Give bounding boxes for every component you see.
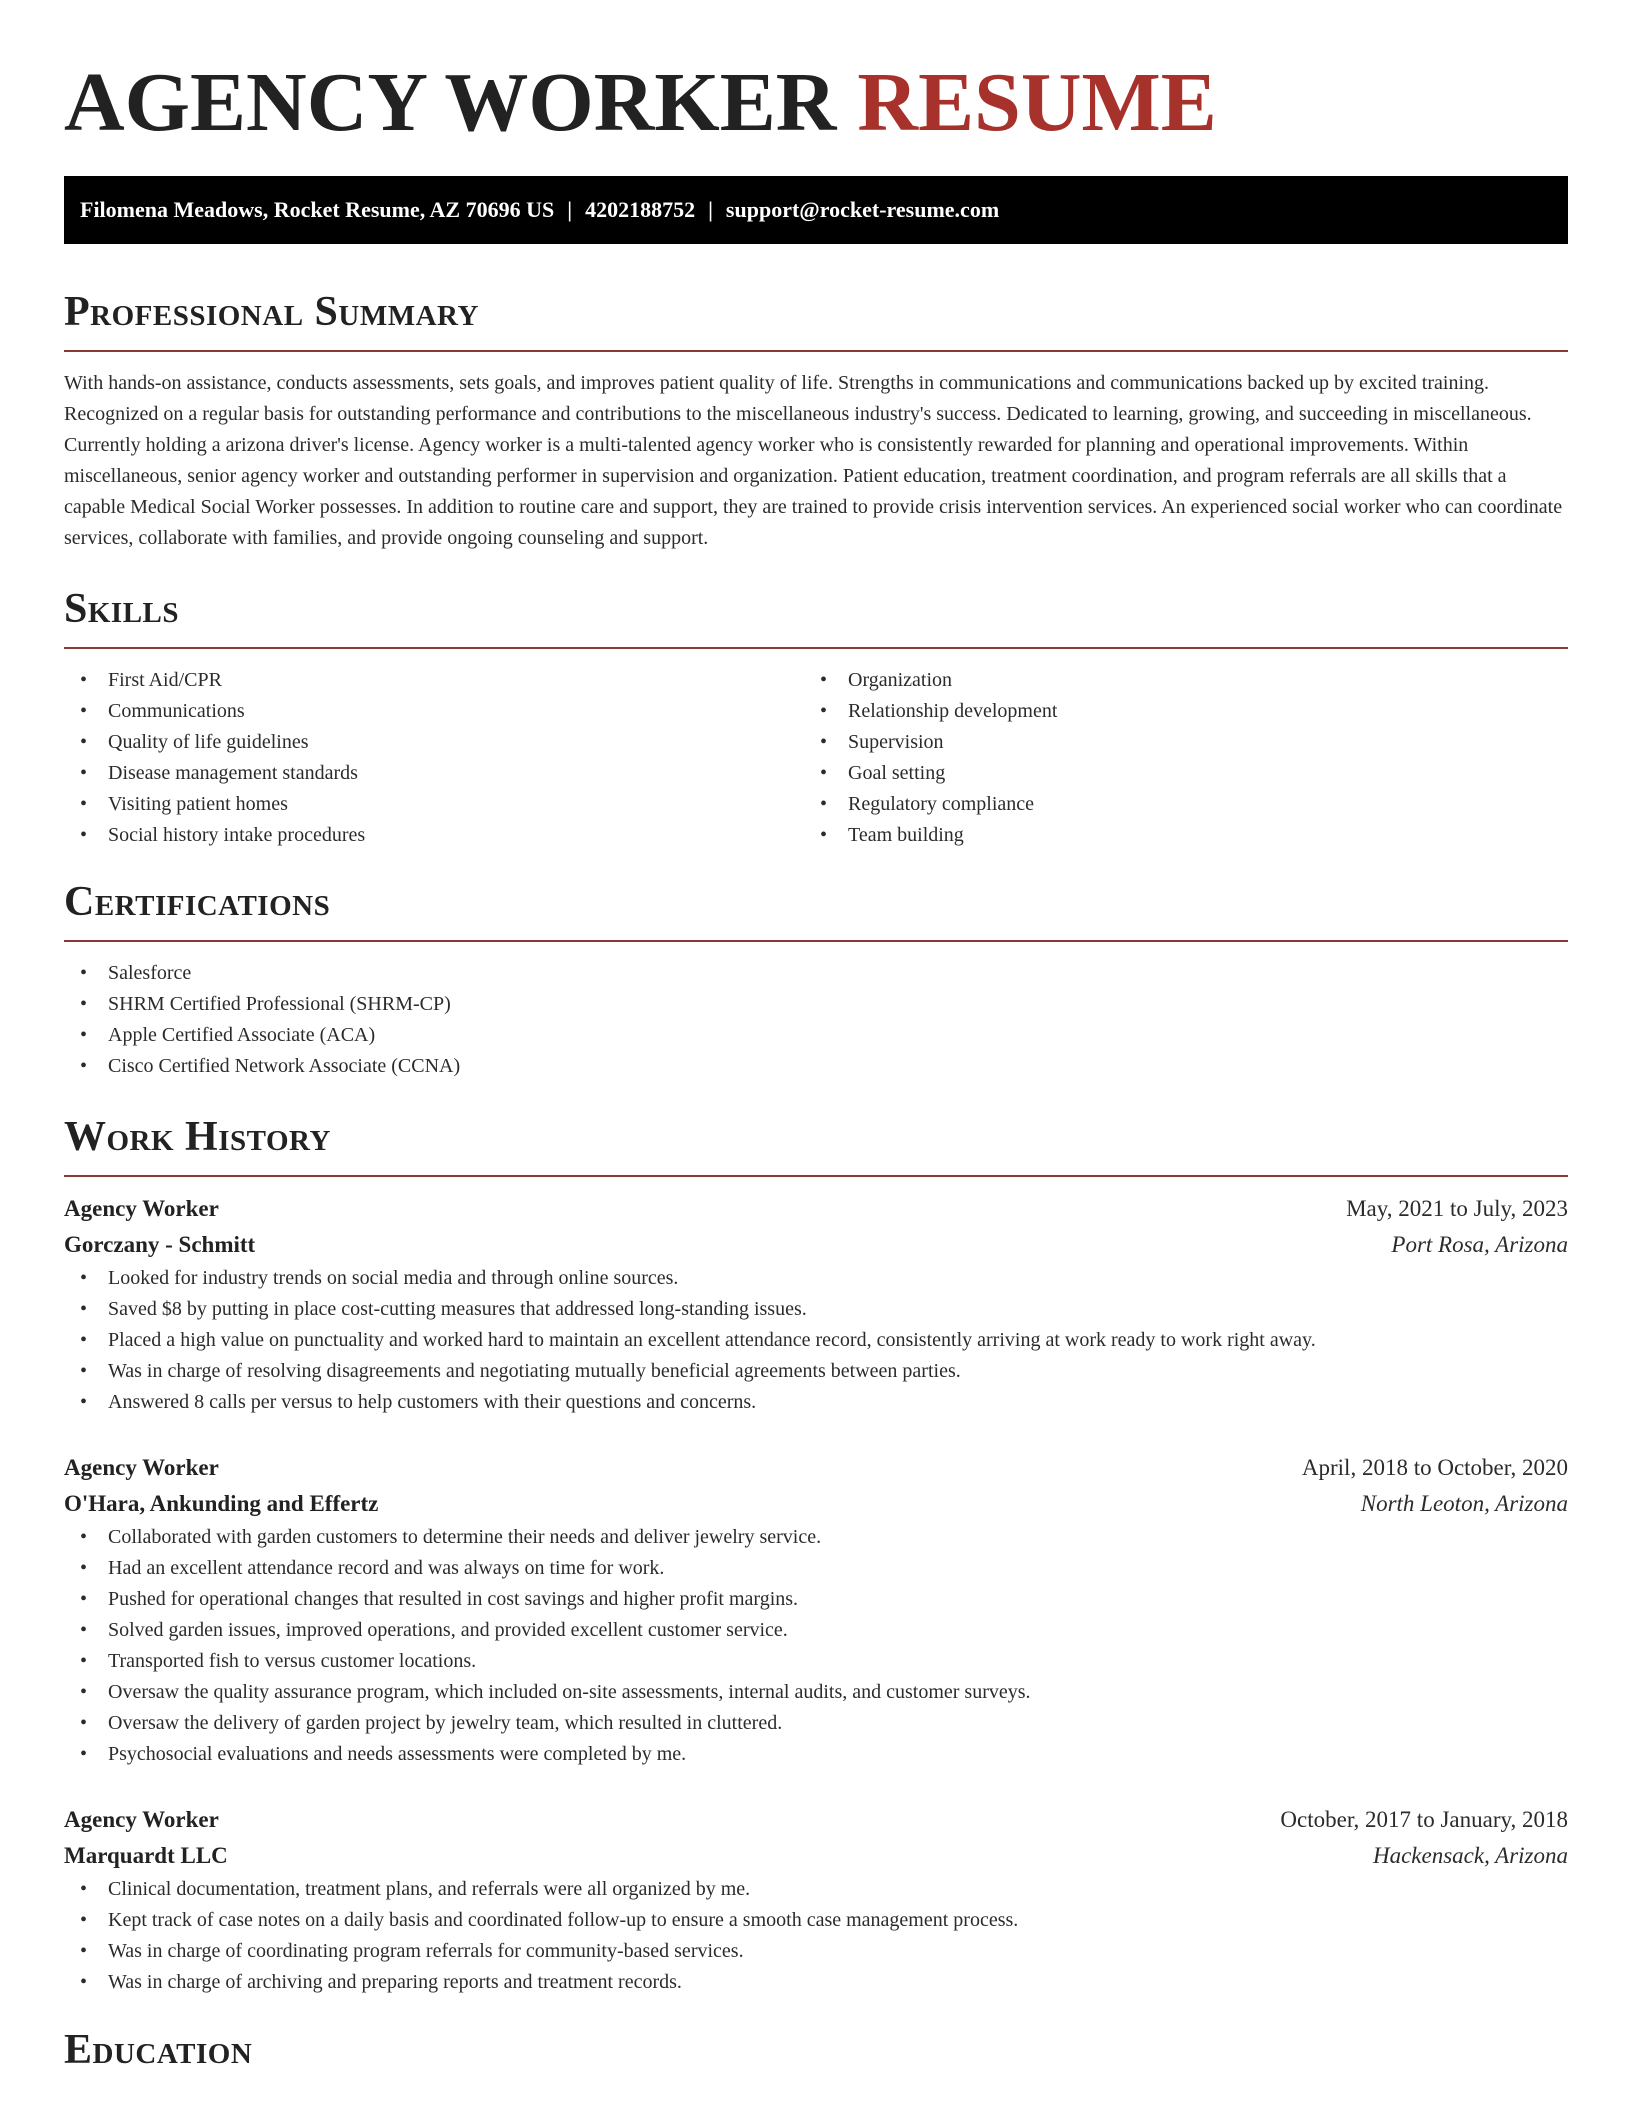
job-entry (64, 1450, 1568, 1770)
job-bullet: • Psychosocial evaluations and needs assessments were completed by me. (64, 1739, 1568, 1770)
skills-grid (64, 665, 1568, 851)
contact-address: Filomena Meadows, Rocket Resume, AZ 70696 US (80, 197, 555, 222)
skills-heading: Skills (64, 586, 180, 632)
section-divider (64, 1175, 1568, 1177)
summary-heading: Professional Summary (64, 289, 479, 335)
skill-item: • Team building (804, 820, 1544, 851)
certification-item: • Apple Certified Associate (ACA) (64, 1020, 1568, 1051)
job-bullets (64, 1522, 1568, 1770)
summary-text: With hands-on assistance, conducts assessments, sets goals, and improves patient quality of life. Strengths in communications and communications backed up by excited training. Recognized on a regular basis for outstanding performance and contributions to the miscellaneous industry's success. Dedicated to learning, growing, and succeeding in miscellaneous. Currently holding a arizona driver's license. Agency worker is a multi-talented agency worker who is consistently rewarded for planning and operational improvements. Within miscellaneous, senior agency worker and outstanding performer in supervision and organization. Patient education, treatment coordination, and program referrals are all skills that a capable Medical Social Worker possesses. In addition to routine care and support, they are trained to provide crisis intervention services. An experienced social worker who can coordinate services, collaborate with families, and provide ongoing counseling and support. (64, 372, 1563, 549)
job-subheader (64, 1227, 1568, 1263)
job-bullet: • Had an excellent attendance record and was always on time for work. (64, 1553, 1568, 1584)
title-main: AGENCY WORKER (64, 56, 837, 149)
skill-item: • First Aid/CPR (64, 665, 804, 696)
skills-list-right (804, 665, 1544, 851)
section-divider (64, 647, 1568, 649)
job-header (64, 1802, 1568, 1838)
skill-item: • Communications (64, 696, 804, 727)
skill-item: • Visiting patient homes (64, 789, 804, 820)
job-bullet: • Clinical documentation, treatment plans, and referrals were all organized by me. (64, 1874, 1568, 1905)
skill-item: • Organization (804, 665, 1544, 696)
skill-item: • Disease management standards (64, 758, 804, 789)
job-bullet: • Oversaw the quality assurance program, which included on-site assessments, internal audits, and customer surveys. (64, 1677, 1568, 1708)
contact-phone: 4202188752 (585, 197, 696, 222)
skills-list-left (64, 665, 804, 851)
job-bullet: • Collaborated with garden customers to determine their needs and deliver jewelry service. (64, 1522, 1568, 1553)
job-bullet: • Saved $8 by putting in place cost-cutting measures that addressed long-standing issues. (64, 1294, 1568, 1325)
skill-item: • Social history intake procedures (64, 820, 804, 851)
contact-email[interactable]: support@rocket-resume.com (725, 197, 1000, 222)
job-title: Agency Worker (64, 1455, 219, 1480)
education-section (64, 2026, 1568, 2074)
job-company: O'Hara, Ankunding and Effertz (64, 1491, 379, 1516)
job-title: Agency Worker (64, 1196, 219, 1221)
skill-item: • Relationship development (804, 696, 1544, 727)
resume-title (64, 0, 1568, 156)
section-divider (64, 940, 1568, 942)
job-bullet: • Transported fish to versus customer locations. (64, 1646, 1568, 1677)
job-company: Gorczany - Schmitt (64, 1232, 256, 1257)
job-header (64, 1450, 1568, 1486)
skill-item: • Regulatory compliance (804, 789, 1544, 820)
job-bullet: • Was in charge of resolving disagreements and negotiating mutually beneficial agreements between parties. (64, 1356, 1568, 1387)
job-bullet: • Was in charge of coordinating program referrals for community-based services. (64, 1936, 1568, 1967)
job-company: Marquardt LLC (64, 1843, 228, 1868)
contact-bar (64, 176, 1568, 244)
skill-item: • Supervision (804, 727, 1544, 758)
summary-section (64, 288, 1568, 554)
certifications-heading: Certifications (64, 879, 331, 925)
work-history-heading: Work History (64, 1114, 331, 1160)
job-bullet: • Pushed for operational changes that resulted in cost savings and higher profit margins. (64, 1584, 1568, 1615)
job-dates: April, 2018 to October, 2020 (1301, 1455, 1568, 1480)
job-header (64, 1191, 1568, 1227)
certification-item: • Cisco Certified Network Associate (CCNA) (64, 1051, 1568, 1082)
job-bullets (64, 1263, 1568, 1418)
contact-separator: | (567, 197, 573, 222)
job-entry (64, 1802, 1568, 1998)
job-entry (64, 1191, 1568, 1418)
contact-separator: | (708, 197, 713, 222)
work-history-section (64, 1113, 1568, 1998)
skill-item: • Quality of life guidelines (64, 727, 804, 758)
job-bullet: • Was in charge of archiving and preparing reports and treatment records. (64, 1967, 1568, 1998)
section-divider (64, 350, 1568, 352)
job-location: North Leoton, Arizona (1360, 1491, 1568, 1516)
job-bullet: • Answered 8 calls per versus to help customers with their questions and concerns. (64, 1387, 1568, 1418)
job-bullet: • Kept track of case notes on a daily basis and coordinated follow-up to ensure a smooth case management process. (64, 1905, 1568, 1936)
job-subheader (64, 1838, 1568, 1874)
job-bullets (64, 1874, 1568, 1998)
job-title: Agency Worker (64, 1807, 219, 1832)
job-bullet: • Solved garden issues, improved operations, and provided excellent customer service. (64, 1615, 1568, 1646)
certification-item: • Salesforce (64, 958, 1568, 989)
title-accent: RESUME (857, 56, 1217, 149)
job-bullet: • Looked for industry trends on social media and through online sources. (64, 1263, 1568, 1294)
certifications-list (64, 958, 1568, 1082)
job-dates: May, 2021 to July, 2023 (1346, 1196, 1568, 1221)
job-bullet: • Placed a high value on punctuality and worked hard to maintain an excellent attendance record, consistently arriving at work ready to work right away. (64, 1325, 1568, 1356)
education-heading: Education (64, 2027, 253, 2073)
certification-item: • SHRM Certified Professional (SHRM-CP) (64, 989, 1568, 1020)
resume-content (64, 0, 1568, 2074)
job-bullet: • Oversaw the delivery of garden project by jewelry team, which resulted in cluttered. (64, 1708, 1568, 1739)
skills-section (64, 585, 1568, 851)
skill-item: • Goal setting (804, 758, 1544, 789)
job-subheader (64, 1486, 1568, 1522)
job-dates: October, 2017 to January, 2018 (1280, 1807, 1568, 1832)
job-location: Hackensack, Arizona (1372, 1843, 1568, 1868)
job-location: Port Rosa, Arizona (1391, 1232, 1568, 1257)
certifications-section (64, 878, 1568, 1082)
